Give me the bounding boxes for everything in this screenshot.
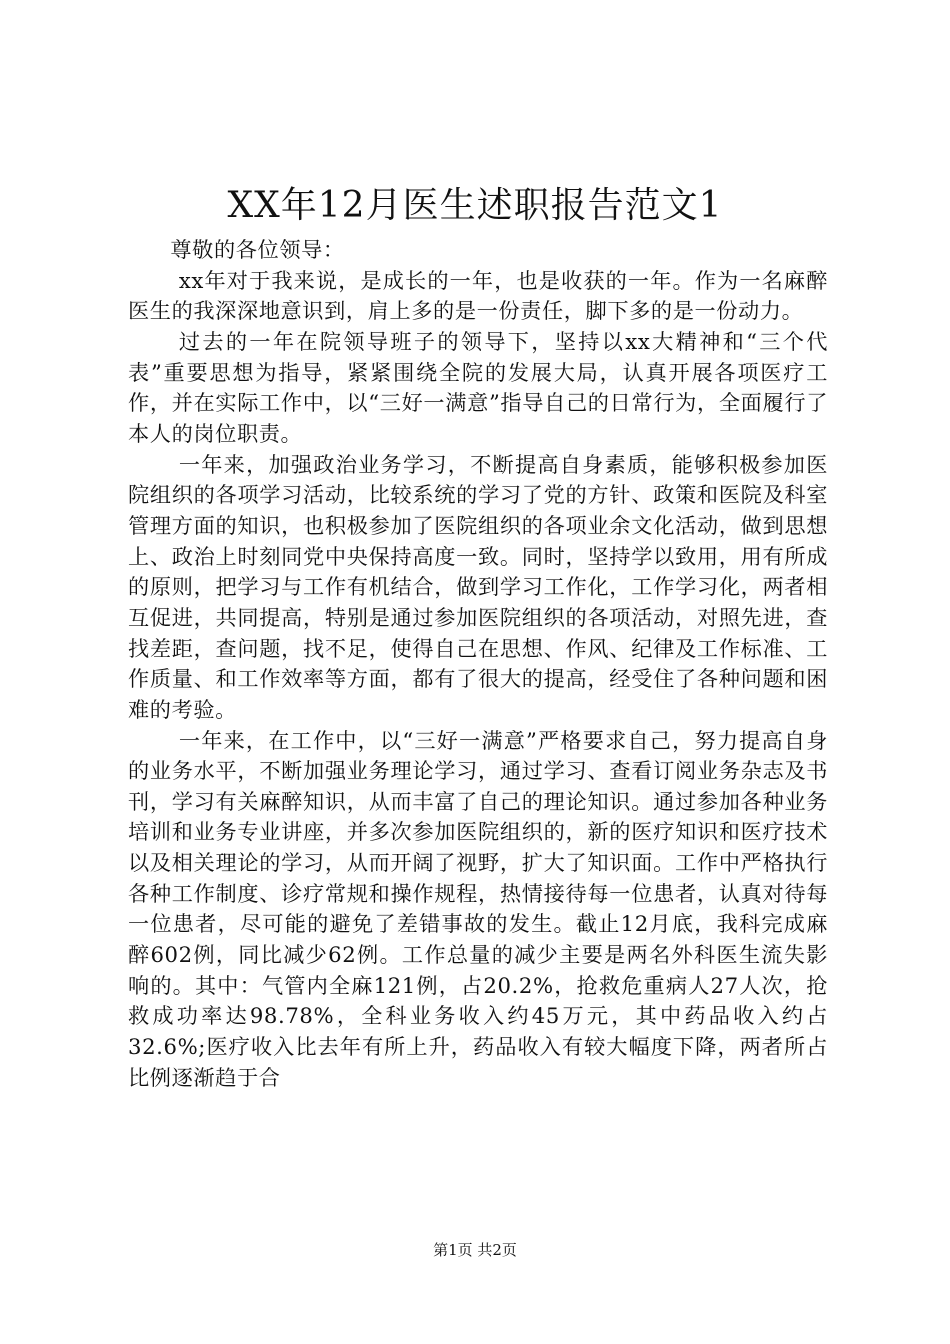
- document-title: XX年12月医生述职报告范文1: [227, 185, 723, 226]
- paragraph-4: 一年来，在工作中，以“三好一满意”严格要求自己，努力提高自身的业务水平，不断加强业务理论学习，通过学习、查看订阅业务杂志及书刊，学习有关麻醉知识，从而丰富了自己的理论知识。通过参加各种业务培训和业务专业讲座，并多次参加医院组织的，新的医疗知识和医疗技术以及相关理论的学习，从而开阔了视野，扩大了知识面。工作中严格执行各种工作制度、诊疗常规和操作规程，热情接待每一位患者，认真对待每一位患者，尽可能的避免了差错事故的发生。截止12月底，我科完成麻醉602例，同比减少62例。工作总量的减少主要是两名外科医生流失影响的。其中：气管内全麻121例，占20.2%，抢救危重病人27人次，抢救成功率达98.78%，全科业务收入约45万元，其中药品收入约占32.6%;医疗收入比去年有所上升，药品收入有较大幅度下降，两者所占比例逐渐趋于合: [128, 727, 828, 1090]
- paragraph-3: 一年来，加强政治业务学习，不断提高自身素质，能够积极参加医院组织的各项学习活动，比较系统的学习了党的方针、政策和医院及科室管理方面的知识，也积极参加了医院组织的各项业余文化活动，做到思想上、政治上时刻同党中央保持高度一致。同时，坚持学以致用，用有所成的原则，把学习与工作有机结合，做到学习工作化，工作学习化，两者相互促进，共同提高，特别是通过参加医院组织的各项活动，对照先进，查找差距，查问题，找不足，使得自己在思想、作风、纪律及工作标准、工作质量、和工作效率等方面，都有了很大的提高，经受住了各种问题和困难的考验。: [128, 451, 828, 722]
- page-number-footer: 第1页 共2页: [433, 1241, 517, 1259]
- paragraph-2: 过去的一年在院领导班子的领导下，坚持以xx大精神和“三个代表”重要思想为指导，紧紧围绕全院的发展大局，认真开展各项医疗工作，并在实际工作中，以“三好一满意”指导自己的日常行为，全面履行了本人的岗位职责。: [128, 328, 828, 446]
- paragraph-1: xx年对于我来说，是成长的一年，也是收获的一年。作为一名麻醉医生的我深深地意识到，肩上多的是一份责任，脚下多的是一份动力。: [128, 267, 828, 324]
- salutation: 尊敬的各位领导：: [170, 237, 345, 262]
- document-body: [128, 235, 828, 1093]
